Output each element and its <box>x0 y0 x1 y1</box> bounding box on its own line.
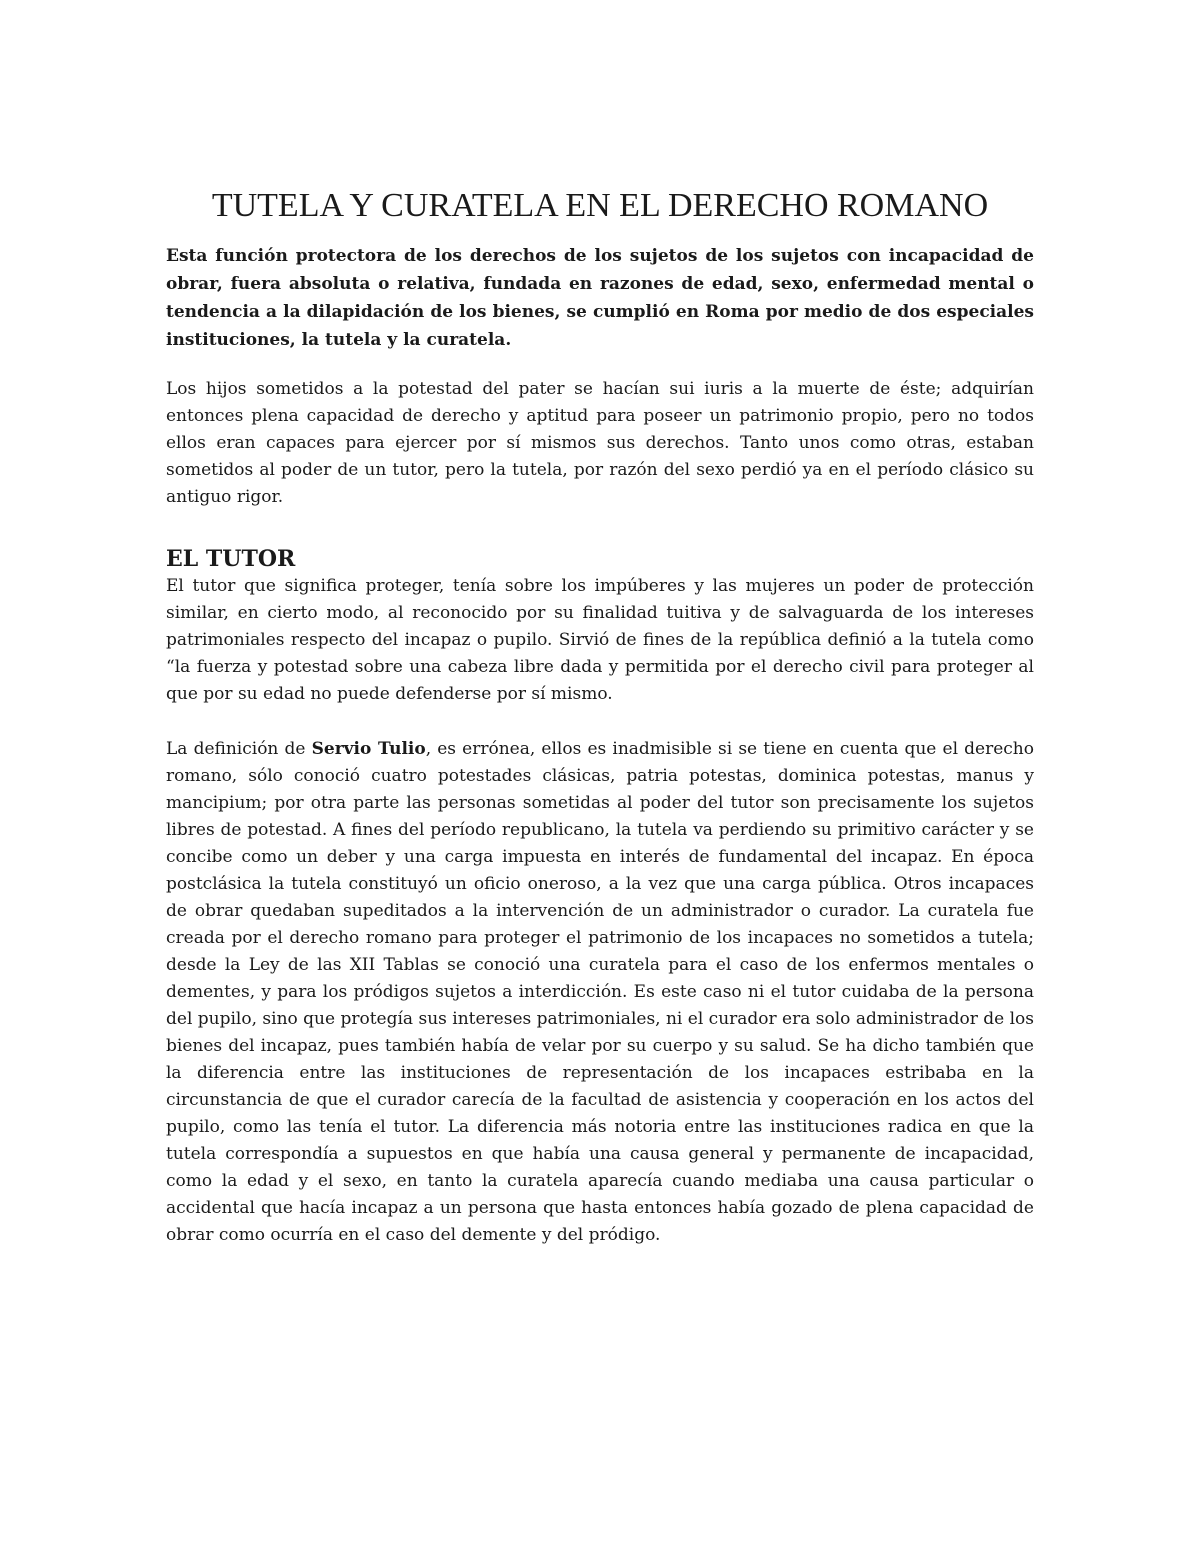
paragraph-hijos-sometidos: Los hijos sometidos a la potestad del pater se hacían sui iuris a la muerte de éste; adquirían entonces plena capacidad de derecho y aptitud para poseer un patrimonio propio, pero no todos ellos eran capaces para ejercer por sí mismos sus derechos. Tanto unos como otras, estaban sometidos al poder de un tutor, pero la tutela, por razón del sexo perdió ya en el período clásico su antiguo rigor. <box>166 379 1034 507</box>
paragraph-definicion-rest: , es errónea, ellos es inadmisible si se tiene en cuenta que el derecho romano, sólo conoció cuatro potestades clásicas, patria potestas, dominica potestas, manus y mancipium; por otra parte las personas sometidas al poder del tutor son precisamente los sujetos libres de potestad. A fines del período republicano, la tutela va perdiendo su primitivo carácter y se concibe como un deber y una carga impuesta en interés de fundamental del incapaz. En época postclásica la tutela constituyó un oficio oneroso, a la vez que una carga pública. Otros incapaces de obrar quedaban supeditados a la intervención de un administrador o curador. La curatela fue creada por el derecho romano para proteger el patrimonio de los incapaces no sometidos a tutela; desde la Ley de las XII Tablas se conoció una curatela para el caso de los enfermos mentales o dementes, y para los pródigos sujetos a interdicción. Es este caso ni el tutor cuidaba de la persona del pupilo, sino que protegía sus intereses patrimoniales, ni el curador era solo administrador de los bienes del incapaz, pues también había de velar por su cuerpo y su salud. Se ha dicho también que la diferencia entre las instituciones de representación de los incapaces estribaba en la circunstancia de que el curador carecía de la facultad de asistencia y cooperación en los actos del pupilo, como las tenía el tutor. La diferencia más notoria entre las instituciones radica en que la tutela correspondía a supuestos en que había una causa general y permanente de incapacidad, como la edad y el sexo, en tanto la curatela aparecía cuando mediaba una causa particular o accidental que hacía incapaz a un persona que hasta entonces había gozado de plena capacidad de obrar como ocurría en el caso del demente y del pródigo. <box>166 739 1034 1245</box>
paragraph-definicion <box>166 736 1034 1249</box>
document-title: TUTELA Y CURATELA EN EL DERECHO ROMANO <box>211 187 989 224</box>
paragraph-el-tutor: El tutor que significa proteger, tenía sobre los impúberes y las mujeres un poder de protección similar, en cierto modo, al reconocido por su finalidad tuitiva y de salvaguarda de los intereses patrimoniales respecto del incapaz o pupilo. Sirvió de fines de la república definió a la tutela como “la fuerza y potestad sobre una cabeza libre dada y permitida por el derecho civil para proteger al que por su edad no puede defenderse por sí mismo. <box>166 576 1034 704</box>
paragraph-definicion-lead: La definición de <box>166 739 312 759</box>
servio-tulio-name: Servio Tulio <box>311 739 426 759</box>
intro-paragraph: Esta función protectora de los derechos de los sujetos de los sujetos con incapacidad de obrar, fuera absoluta o relativa, fundada en razones de edad, sexo, enfermedad mental o tendencia a la dilapidación de los bienes, se cumplió en Roma por medio de dos especiales instituciones, la tutela y la curatela. <box>166 246 1034 350</box>
document-body <box>166 184 1034 1249</box>
section-heading-el-tutor: EL TUTOR <box>166 546 296 572</box>
